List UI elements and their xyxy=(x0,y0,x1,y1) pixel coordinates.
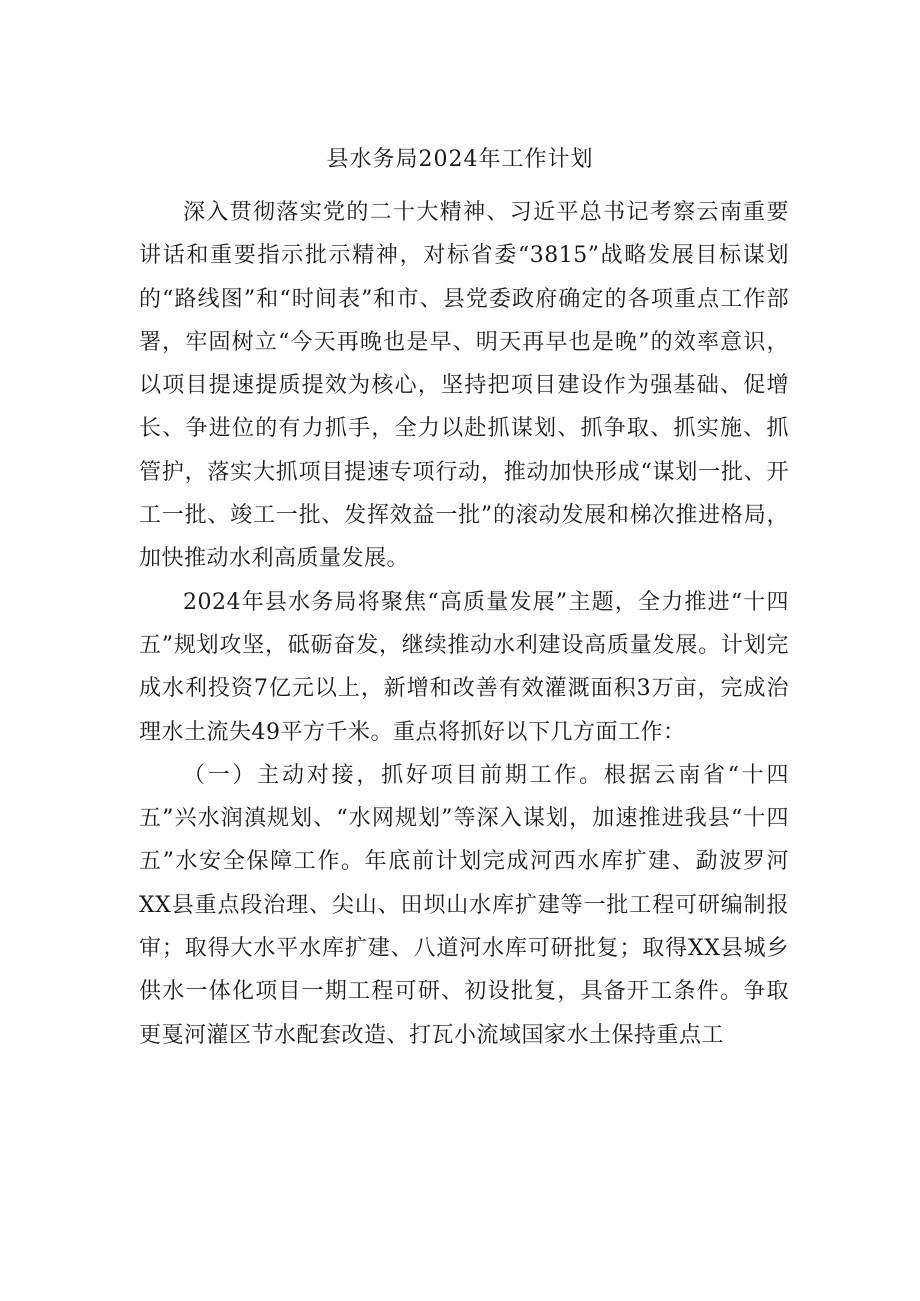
document-body xyxy=(139,191,789,1057)
paragraph-intro: 深入贯彻落实党的二十大精神、习近平总书记考察云南重要讲话和重要指示批示精神，对标省委“3815”战略发展目标谋划的“路线图”和“时间表”和市、县党委政府确定的各项重点工作部署，牢固树立“今天再晚也是早、明天再早也是晚”的效率意识，以项目提速提质提效为核心，坚持把项目建设作为强基础、促增长、争进位的有力抓手，全力以赴抓谋划、抓争取、抓实施、抓管护，落实大抓项目提速专项行动，推动加快形成“谋划一批、开工一批、竣工一批、发挥效益一批”的滚动发展和梯次推进格局，加快推动水利高质量发展。 xyxy=(139,200,789,572)
paragraph-goals: 2024年县水务局将聚焦“高质量发展”主题，全力推进“十四五”规划攻坚，砥砺奋发，继续推动水利建设高质量发展。计划完成水利投资7亿元以上，新增和改善有效灌溉面积3万亩，完成治理水土流失49平方千米。重点将抓好以下几方面工作： xyxy=(139,589,789,745)
document-title: 县水务局2024年工作计划 xyxy=(326,147,594,172)
paragraph-section-one: （一）主动对接，抓好项目前期工作。根据云南省“十四五”兴水润滇规划、“水网规划”等深入谋划，加速推进我县“十四五”水安全保障工作。年底前计划完成河西水库扩建、勐波罗河XX县重点段治理、尖山、田坝山水库扩建等一批工程可研编制报审；取得大水平水库扩建、八道河水库可研批复；取得XX县城乡供水一体化项目一期工程可研、初设批复，具备开工条件。争取更戛河灌区节水配套改造、打瓦小流域国家水土保持重点工 xyxy=(139,762,789,1048)
